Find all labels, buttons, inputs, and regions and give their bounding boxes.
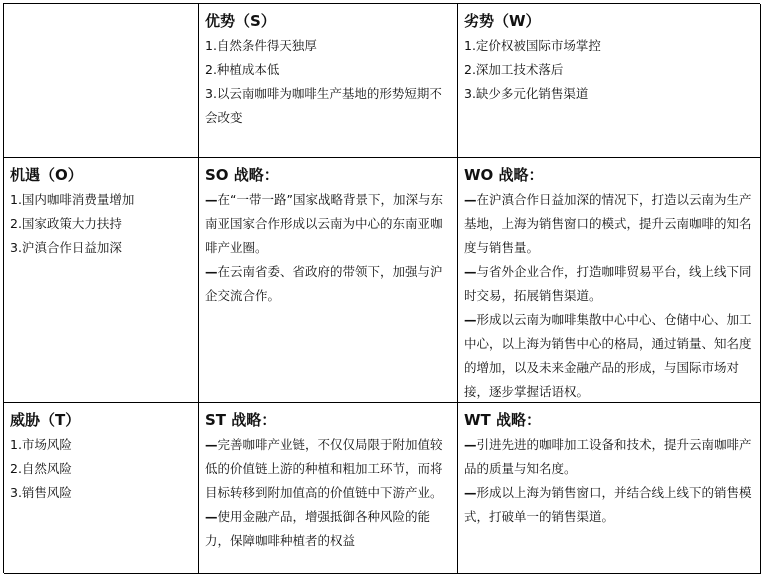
weakness-item: 3.缺少多元化销售渠道 (464, 86, 589, 101)
threat-item: 3.销售风险 (10, 485, 72, 500)
strength-item: 3.以云南咖啡为咖啡生产基地的形势短期不会改变 (205, 86, 442, 125)
opportunity-item: 2.国家政策大力扶持 (10, 216, 122, 231)
dash-bullet: — (464, 485, 477, 500)
wo-strategy-text: 与省外企业合作，打造咖啡贸易平台，线上线下同时交易，拓展销售渠道。 (464, 264, 752, 303)
wt-strategy-title: WT 战略： (464, 411, 541, 429)
wt-strategy-paragraph (464, 481, 754, 529)
opportunities-title: 机遇（O） (10, 166, 83, 184)
dash-bullet: — (464, 264, 477, 279)
so-strategy-cell (199, 158, 458, 403)
swot-table (3, 3, 760, 573)
weaknesses-cell (458, 4, 761, 158)
strength-item: 2.种植成本低 (205, 62, 280, 77)
threat-item: 1.市场风险 (10, 437, 72, 452)
wo-strategy-paragraph (464, 188, 754, 260)
st-strategy-text: 完善咖啡产业链，不仅仅局限于附加值较低的价值链上游的种植和粗加工环节，而将目标转移到附加值高的价值链中下游产业。 (205, 437, 443, 500)
wt-strategy-paragraph (464, 433, 754, 481)
so-strategy-paragraph (205, 188, 451, 260)
so-strategy-text: 在“一带一路”国家战略背景下，加深与东南亚国家合作形成以云南为中心的东南亚咖啡产业圈。 (205, 192, 443, 255)
st-strategy-text: 使用金融产品，增强抵御各种风险的能力，保障咖啡种植者的权益 (205, 509, 431, 548)
weaknesses-title: 劣势（W） (464, 12, 541, 30)
wo-strategy-paragraph (464, 308, 754, 403)
dash-bullet: — (464, 192, 477, 207)
opportunities-cell (4, 158, 199, 403)
dash-bullet: — (205, 192, 218, 207)
opportunity-item: 3.沪滇合作日益加深 (10, 240, 122, 255)
dash-bullet: — (205, 264, 218, 279)
weakness-item: 1.定价权被国际市场掌控 (464, 38, 601, 53)
wo-strategy-title: WO 战略： (464, 166, 544, 184)
threats-cell (4, 403, 199, 574)
wo-strategy-text: 形成以云南为咖啡集散中心中心、仓储中心、加工中心，以上海为销售中心的格局，通过销量、知名度的增加，以及未来金融产品的形成，与国际市场对接，逐步掌握话语权。 (464, 312, 752, 399)
st-strategy-cell (199, 403, 458, 574)
wt-strategy-text: 引进先进的咖啡加工设备和技术，提升云南咖啡产品的质量与知名度。 (464, 437, 752, 476)
strengths-cell (199, 4, 458, 158)
wo-strategy-paragraph (464, 260, 754, 308)
wo-strategy-text: 在沪滇合作日益加深的情况下，打造以云南为生产基地，上海为销售窗口的模式，提升云南咖啡的知名度与销售量。 (464, 192, 752, 255)
dash-bullet: — (464, 437, 477, 452)
wt-strategy-cell (458, 403, 761, 574)
dash-bullet: — (205, 437, 218, 452)
strengths-title: 优势（S） (205, 12, 276, 30)
st-strategy-title: ST 战略： (205, 411, 277, 429)
strength-item: 1.自然条件得天独厚 (205, 38, 317, 53)
dash-bullet: — (464, 312, 477, 327)
st-strategy-paragraph (205, 505, 451, 553)
so-strategy-text: 在云南省委、省政府的带领下，加强与沪企交流合作。 (205, 264, 443, 303)
dash-bullet: — (205, 509, 218, 524)
so-strategy-title: SO 战略： (205, 166, 279, 184)
wo-strategy-cell (458, 158, 761, 403)
wt-strategy-text: 形成以上海为销售窗口，并结合线上线下的销售模式，打破单一的销售渠道。 (464, 485, 752, 524)
corner-cell (4, 4, 199, 158)
so-strategy-paragraph (205, 260, 451, 308)
weakness-item: 2.深加工技术落后 (464, 62, 564, 77)
st-strategy-paragraph (205, 433, 451, 505)
threats-title: 威胁（T） (10, 411, 81, 429)
threat-item: 2.自然风险 (10, 461, 72, 476)
opportunity-item: 1.国内咖啡消费量增加 (10, 192, 135, 207)
